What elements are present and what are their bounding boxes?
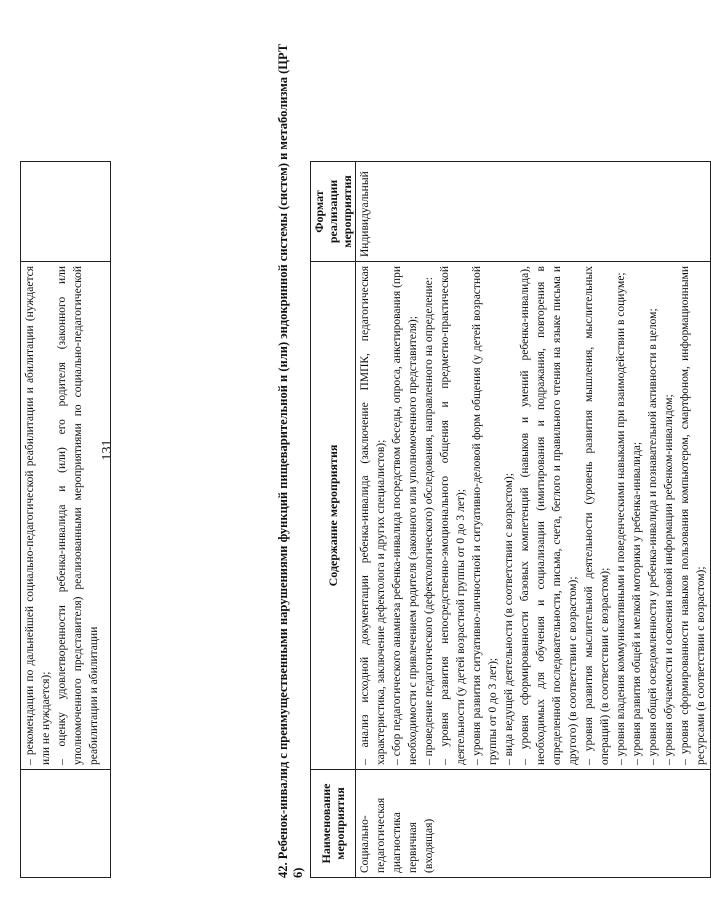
continuation-item: – оценку удовлетворенности ребенка-инвалида и (или) его родителя (законного или уполномоченного представителя) реализованными мероприятиями по социально-педагогической реабилитации и абилитации bbox=[56, 266, 100, 765]
section-heading: 42. Ребенок-инвалид с преимущественными нарушениями функций пищеварительной и (или) эндокринной системы (систем) и метаболизма (ЦРТ 6) bbox=[276, 43, 305, 878]
page-number: 131 bbox=[100, 439, 115, 461]
column-header-format: Формат реализации мероприятия bbox=[311, 162, 356, 262]
activity-format-cell: Индивидуальный bbox=[356, 162, 711, 262]
activity-content-cell bbox=[356, 262, 711, 770]
content-item: – уровня владения коммуникативными и поведенческими навыками при взаимодействии в социуме; bbox=[615, 272, 627, 765]
content-item: – вида ведущей деятельности (в соответствии с возрастом); bbox=[503, 473, 515, 765]
content-item: – уровня общей осведомленности у ребенка-инвалида и познавательной активности в целом; bbox=[647, 308, 659, 765]
continuation-table bbox=[20, 161, 111, 878]
content-item: – уровня развития мыслительной деятельности (уровень развития мышления, мыслительных операций) (в соответствии с возрастом); bbox=[583, 266, 611, 765]
continuation-name-cell bbox=[21, 770, 111, 878]
column-header-content: Содержание мероприятия bbox=[311, 262, 356, 770]
content-item: – уровня развития непосредственно-эмоционального общения и предметно-практической деятельности (у детей возрастной группы от 0 до 3 лет); bbox=[439, 266, 467, 765]
table-row bbox=[356, 162, 711, 878]
content-item: – уровня сформированности навыков пользования компьютером, смартфоном, информационными ресурсами (в соответствии с возрастом); bbox=[679, 266, 707, 765]
continuation-format-cell bbox=[21, 162, 111, 262]
content-item: – уровня обучаемости и освоения новой информации ребенком-инвалидом; bbox=[663, 394, 675, 765]
content-item: – сбор педагогического анамнеза ребенка-инвалида посредством беседы, опроса, анкетирования (при необходимости с привлечением родителя (законного или уполномоченного представителя); bbox=[391, 266, 419, 765]
continuation-content-cell bbox=[21, 262, 111, 770]
content-item: – уровня сформированности базовых компетенций (навыков и умений ребенка-инвалида), необходимых для обучения и социализации (имитирования и подражания, повторения в определенной последовательности, письма, счета, беглого и правильного чтения на языке письма и другого) (в соответствии с возрастом); bbox=[519, 266, 579, 765]
column-header-name: Наименование мероприятия bbox=[311, 770, 356, 878]
content-item: – уровня развития ситуативно-личностной и ситуативно-деловой форм общения (у детей возрастной группы от 0 до 3 лет); bbox=[471, 266, 499, 765]
content-item: – уровня развития общей и мелкой моторики у ребенка-инвалида; bbox=[631, 441, 643, 765]
content-item: – анализ исходной документации ребенка-инвалида (заключение ПМПК, педагогическая характеристика, заключение дефектолога и других специалистов); bbox=[359, 266, 387, 765]
activity-name-cell: Социально-педагогическая диагностика первичная (входящая) bbox=[356, 770, 711, 878]
content-item: – проведение педагогического (дефектологического) обследования, направленного на определение: bbox=[423, 277, 435, 765]
continuation-item: – рекомендации по дальнейшей социально-педагогической реабилитации и абилитации (нуждается или не нуждается); bbox=[24, 266, 52, 765]
activities-table bbox=[310, 161, 711, 878]
